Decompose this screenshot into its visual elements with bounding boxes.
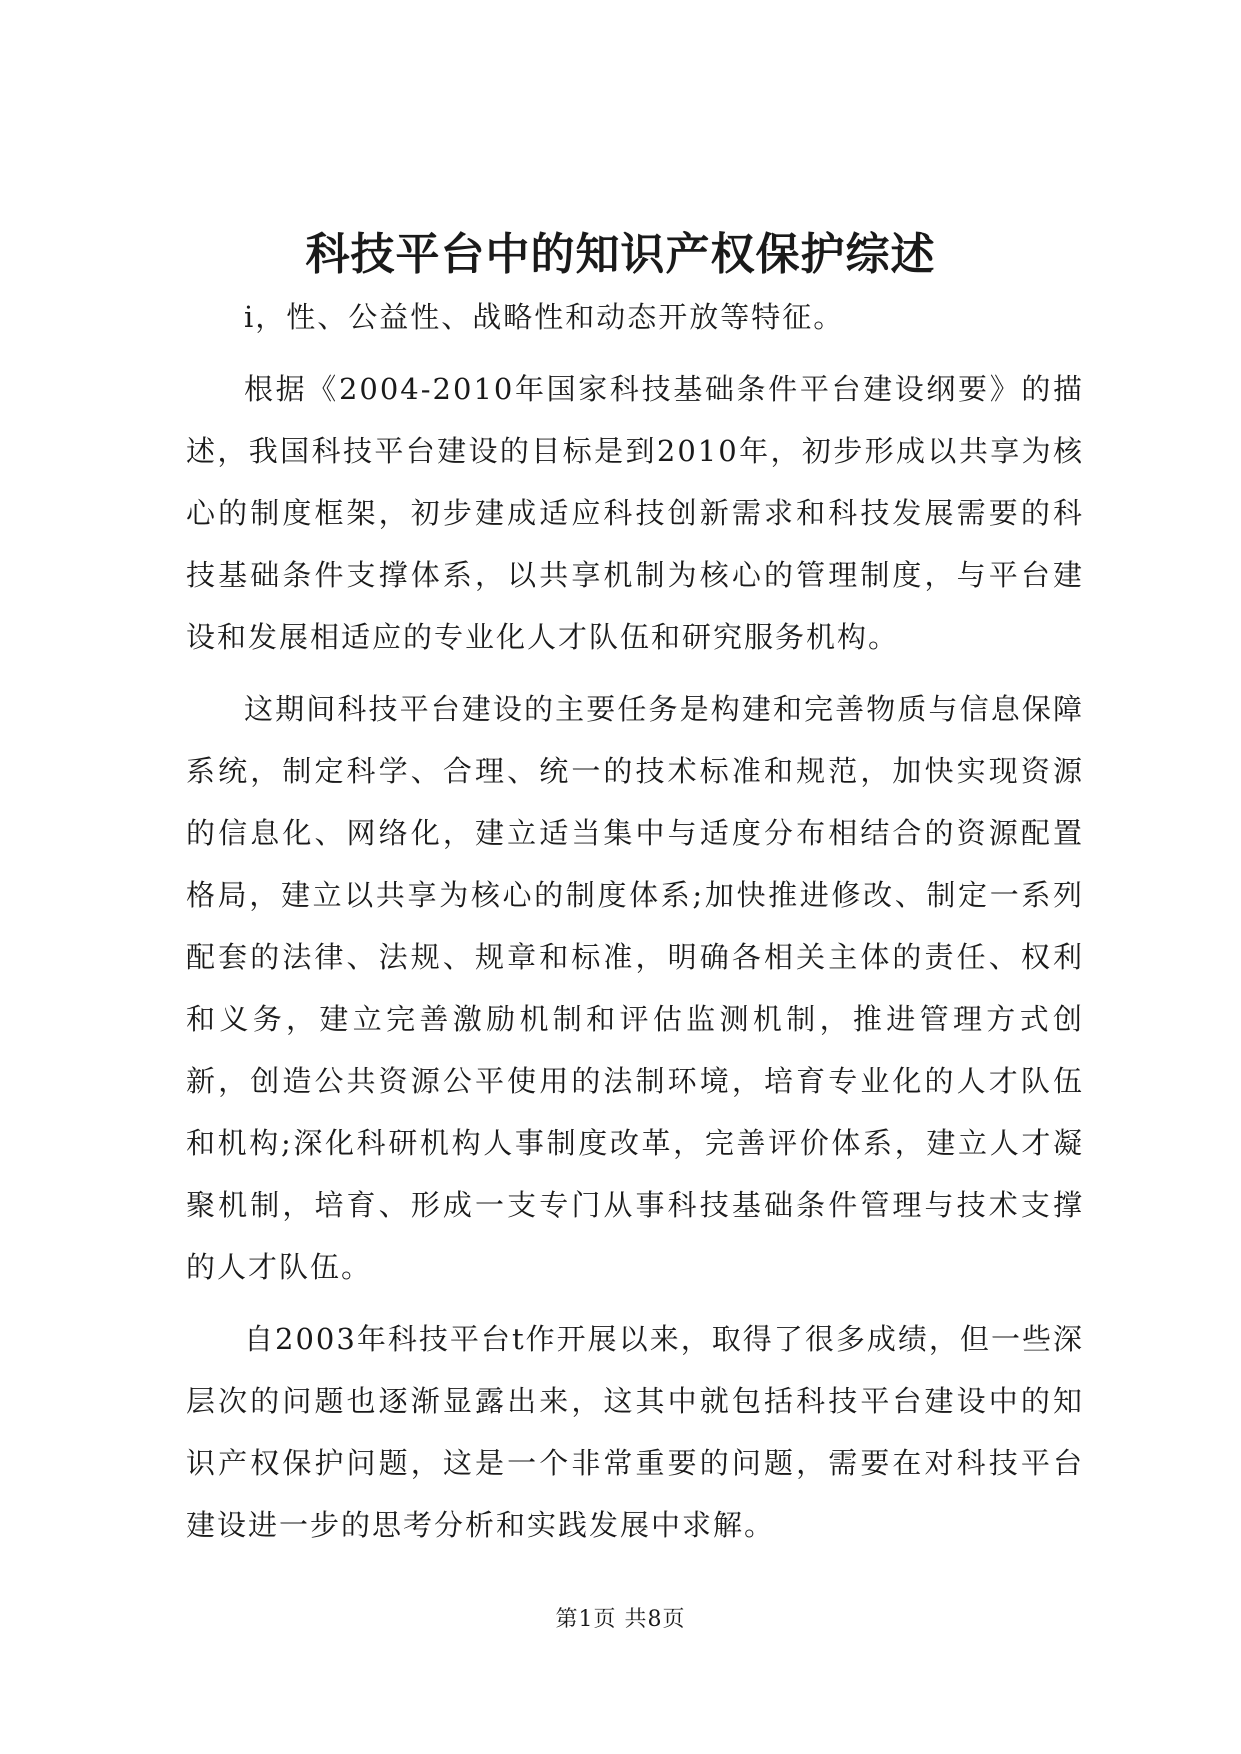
paragraph-3: 这期间科技平台建设的主要任务是构建和完善物质与信息保障系统，制定科学、合理、统一的技术标准和规范，加快实现资源的信息化、网络化，建立适当集中与适度分布相结合的资源配置格局，建立以共享为核心的制度体系;加快推进修改、制定一系列配套的法律、法规、规章和标准，明确各相关主体的责任、权利和义务，建立完善激励机制和评估监测机制，推进管理方式创新，创造公共资源公平使用的法制环境，培育专业化的人才队伍和机构;深化科研机构人事制度改革，完善评价体系，建立人才凝聚机制，培育、形成一支专门从事科技基础条件管理与技术支撑的人才队伍。 — [186, 692, 1084, 1284]
paragraph-1: i，性、公益性、战略性和动态开放等特征。 — [244, 300, 845, 334]
paragraph-2: 根据《2004-2010年国家科技基础条件平台建设纲要》的描述，我国科技平台建设的目标是到2010年，初步形成以共享为核心的制度框架，初步建成适应科技创新需求和科技发展需要的科技基础条件支撑体系，以共享机制为核心的管理制度，与平台建设和发展相适应的专业化人才队伍和研究服务机构。 — [186, 372, 1084, 654]
page-number: 第1页 共8页 — [555, 1607, 686, 1632]
document-body — [186, 286, 1084, 1566]
paragraph-4: 自2003年科技平台t作开展以来，取得了很多成绩，但一些深层次的问题也逐渐显露出来，这其中就包括科技平台建设中的知识产权保护问题，这是一个非常重要的问题，需要在对科技平台建设进一步的思考分析和实践发展中求解。 — [186, 1322, 1084, 1542]
document-title: 科技平台中的知识产权保护综述 — [305, 229, 936, 280]
